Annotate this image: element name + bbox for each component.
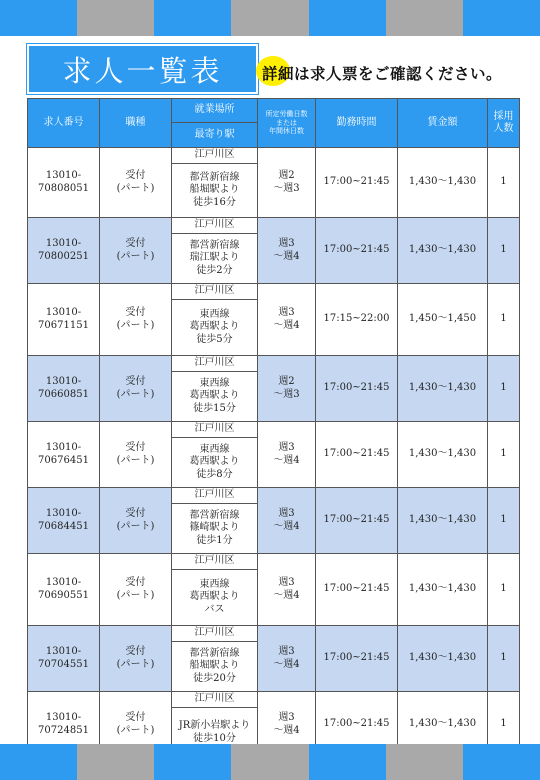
nearest-station-cell: 東西線 葛西駅より 徒歩8分 — [172, 438, 258, 488]
job-type-cell: 受付 (パート) — [100, 488, 172, 554]
table-row — [28, 626, 520, 642]
table-row — [28, 148, 520, 164]
working-hours-cell: 17:00~21:45 — [316, 488, 398, 554]
hires-cell: 1 — [488, 422, 520, 488]
instruction-note — [262, 62, 502, 84]
hires-cell: 1 — [488, 218, 520, 284]
wage-cell: 1,430～1,430 — [398, 554, 488, 626]
wage-cell: 1,430～1,430 — [398, 218, 488, 284]
table-row — [28, 692, 520, 708]
working-days-cell: 週3 ～週4 — [258, 554, 316, 626]
workplace-cell: 江戸川区 — [172, 284, 258, 300]
working-hours-cell: 17:00~21:45 — [316, 692, 398, 758]
job-type-cell: 受付 (パート) — [100, 148, 172, 218]
header-working-hours: 勤務時間 — [316, 99, 398, 148]
wage-cell: 1,430～1,430 — [398, 422, 488, 488]
header-wage: 賃金額 — [398, 99, 488, 148]
header-job-type: 職種 — [100, 99, 172, 148]
header-nearest-station: 最寄り駅 — [172, 123, 258, 148]
job-number-cell: 13010- 70704551 — [28, 626, 100, 692]
nearest-station-cell: 東西線 葛西駅より 徒歩5分 — [172, 300, 258, 356]
job-number-cell: 13010- 70660851 — [28, 356, 100, 422]
nearest-station-cell: 都営新宿線 篠崎駅より 徒歩1分 — [172, 504, 258, 554]
job-type-cell: 受付 (パート) — [100, 692, 172, 758]
page-title: 求人一覧表 — [27, 44, 258, 94]
bottom-color-band — [0, 744, 540, 780]
table-row — [28, 422, 520, 438]
header-hires: 採用 人数 — [488, 99, 520, 148]
wage-cell: 1,430～1,430 — [398, 148, 488, 218]
working-days-cell: 週3 ～週4 — [258, 488, 316, 554]
hires-cell: 1 — [488, 284, 520, 356]
working-hours-cell: 17:00~21:45 — [316, 356, 398, 422]
top-color-band — [0, 0, 540, 36]
nearest-station-cell: 東西線 葛西駅より バス — [172, 570, 258, 626]
workplace-cell: 江戸川区 — [172, 554, 258, 570]
job-number-cell: 13010- 70684451 — [28, 488, 100, 554]
workplace-cell: 江戸川区 — [172, 218, 258, 234]
hires-cell: 1 — [488, 554, 520, 626]
working-days-cell: 週2 ～週3 — [258, 356, 316, 422]
workplace-cell: 江戸川区 — [172, 422, 258, 438]
job-number-cell: 13010- 70671151 — [28, 284, 100, 356]
working-hours-cell: 17:00~21:45 — [316, 148, 398, 218]
nearest-station-cell: JR新小岩駅より 徒歩10分 — [172, 708, 258, 758]
job-listing-table — [27, 98, 520, 758]
job-number-cell: 13010- 70690551 — [28, 554, 100, 626]
nearest-station-cell: 都営新宿線 瑞江駅より 徒歩2分 — [172, 234, 258, 284]
table-row — [28, 554, 520, 570]
workplace-cell: 江戸川区 — [172, 488, 258, 504]
workplace-cell: 江戸川区 — [172, 692, 258, 708]
working-hours-cell: 17:00~21:45 — [316, 218, 398, 284]
working-hours-cell: 17:15~22:00 — [316, 284, 398, 356]
job-type-cell: 受付 (パート) — [100, 284, 172, 356]
workplace-cell: 江戸川区 — [172, 626, 258, 642]
hires-cell: 1 — [488, 692, 520, 758]
table-row — [28, 284, 520, 300]
hires-cell: 1 — [488, 488, 520, 554]
hires-cell: 1 — [488, 626, 520, 692]
wage-cell: 1,430～1,430 — [398, 692, 488, 758]
job-type-cell: 受付 (パート) — [100, 356, 172, 422]
nearest-station-cell: 都営新宿線 船堀駅より 徒歩16分 — [172, 164, 258, 218]
job-number-cell: 13010- 70724851 — [28, 692, 100, 758]
table-row — [28, 218, 520, 234]
working-days-cell: 週3 ～週4 — [258, 218, 316, 284]
job-type-cell: 受付 (パート) — [100, 218, 172, 284]
wage-cell: 1,430～1,430 — [398, 356, 488, 422]
header-job-number: 求人番号 — [28, 99, 100, 148]
working-days-cell: 週3 ～週4 — [258, 692, 316, 758]
hires-cell: 1 — [488, 356, 520, 422]
wage-cell: 1,430～1,430 — [398, 626, 488, 692]
job-type-cell: 受付 (パート) — [100, 626, 172, 692]
instruction-text: 詳細は求人票をご確認ください。 — [262, 65, 503, 83]
job-number-cell: 13010- 70808051 — [28, 148, 100, 218]
working-hours-cell: 17:00~21:45 — [316, 626, 398, 692]
header-working-days: 所定労働日数 または 年間休日数 — [258, 99, 316, 148]
working-days-cell: 週3 ～週4 — [258, 626, 316, 692]
table-row — [28, 356, 520, 372]
working-days-cell: 週3 ～週4 — [258, 422, 316, 488]
job-number-cell: 13010- 70676451 — [28, 422, 100, 488]
job-type-cell: 受付 (パート) — [100, 554, 172, 626]
working-days-cell: 週2 ～週3 — [258, 148, 316, 218]
hires-cell: 1 — [488, 148, 520, 218]
workplace-cell: 江戸川区 — [172, 356, 258, 372]
nearest-station-cell: 東西線 葛西駅より 徒歩15分 — [172, 372, 258, 422]
working-hours-cell: 17:00~21:45 — [316, 422, 398, 488]
nearest-station-cell: 都営新宿線 船堀駅より 徒歩20分 — [172, 642, 258, 692]
working-days-cell: 週3 ～週4 — [258, 284, 316, 356]
header-workplace: 就業場所 — [172, 99, 258, 123]
wage-cell: 1,450～1,450 — [398, 284, 488, 356]
table-row — [28, 488, 520, 504]
job-number-cell: 13010- 70800251 — [28, 218, 100, 284]
wage-cell: 1,430～1,430 — [398, 488, 488, 554]
job-type-cell: 受付 (パート) — [100, 422, 172, 488]
workplace-cell: 江戸川区 — [172, 148, 258, 164]
working-hours-cell: 17:00~21:45 — [316, 554, 398, 626]
